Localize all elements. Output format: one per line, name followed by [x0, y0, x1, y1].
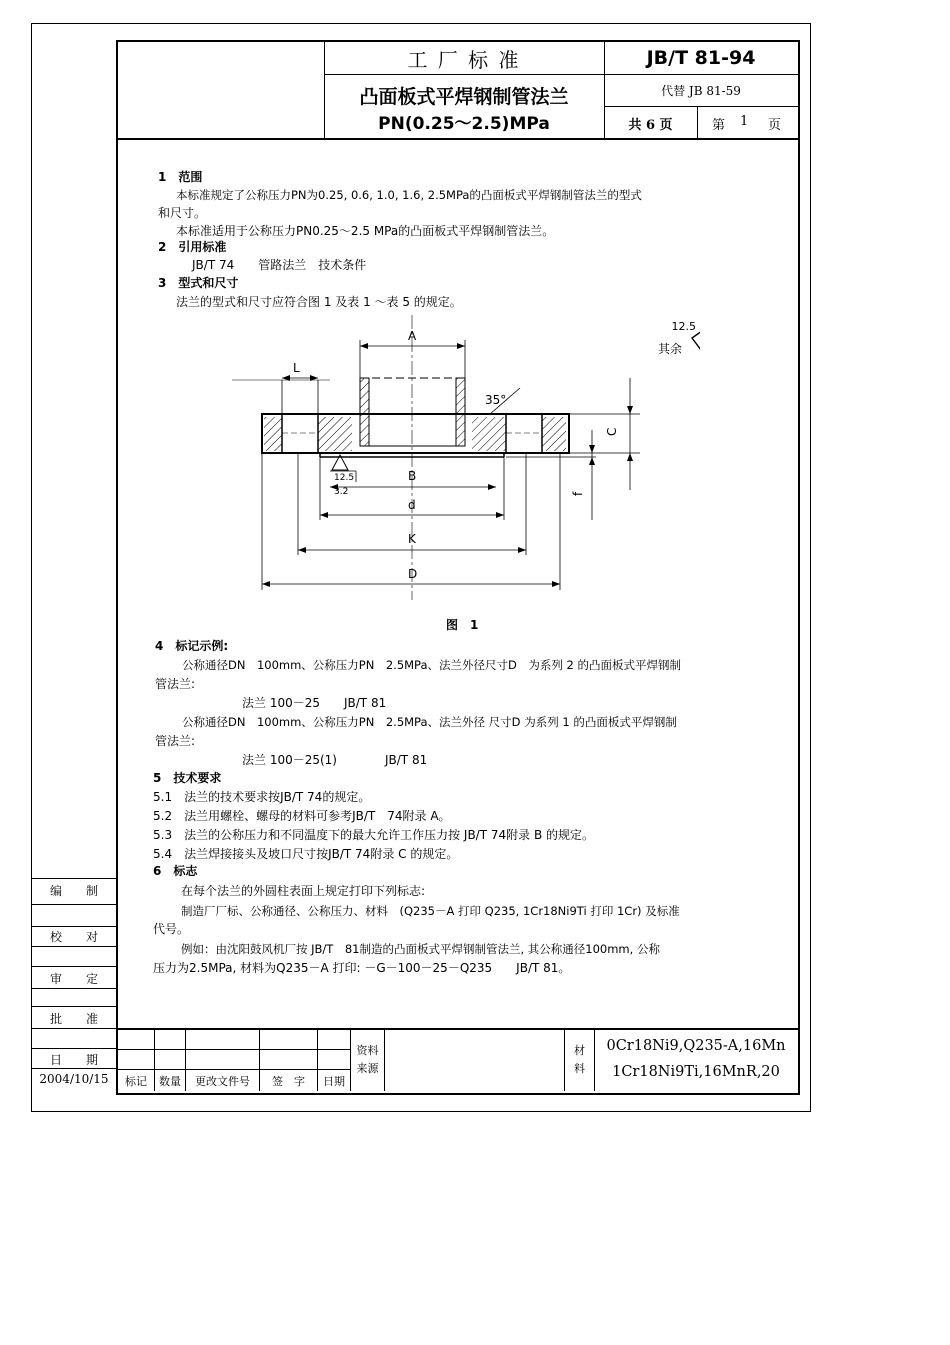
roughness-face-bottom: 3.2 — [334, 487, 349, 497]
section-6-para-3a: 例如：由沈阳鼓风机厂按 JB/T 81制造的凸面板式平焊钢制管法兰, 其公称通径100mm, 公称 — [181, 942, 660, 956]
col-date: 日期 — [323, 1075, 345, 1088]
dim-K-label: K — [408, 532, 416, 546]
section-6-para-3b: 压力为2.5MPa, 材料为Q235－A 打印: －G－100－25－Q235 JB/T 81。 — [153, 961, 571, 975]
section-4-example-1b: 管法兰: — [155, 677, 196, 691]
section-4-mark-1: 法兰 100－25 JB/T 81 — [242, 696, 387, 710]
dimension-arrows — [262, 343, 633, 587]
section-6-title: 6 标志 — [153, 864, 198, 878]
org-title: 工 厂 标 准 — [407, 48, 521, 72]
source-label-1: 资料 — [356, 1044, 379, 1057]
sidebar-date-value: 2004/10/15 — [39, 1072, 109, 1086]
roughness-face-top: 12.5 — [334, 473, 355, 483]
document-title: 凸面板式平焊钢制管法兰 — [359, 86, 569, 108]
dim-C-label: C — [605, 427, 619, 436]
section-2-title: 2 引用标准 — [158, 240, 227, 254]
header-row-line-2 — [604, 106, 798, 107]
section-6-para-2a: 制造厂厂标、公称通径、公称压力、材料 (Q235－A 打印 Q235, 1Cr18Ni9Ti 打印 1Cr) 及标准 — [181, 904, 680, 918]
section-5-4: 5.4 法兰焊接接头及坡口尺寸按JB/T 74附录 C 的规定。 — [153, 847, 459, 861]
dim-A-label: A — [408, 329, 417, 343]
header-row-line-1 — [324, 74, 798, 75]
sidebar-date-label: 日 期 — [49, 1053, 98, 1067]
sidebar-approve: 批 准 — [49, 1012, 98, 1026]
source-label-2: 来源 — [356, 1062, 379, 1075]
page-suffix: 页 — [768, 118, 782, 133]
page-number: 1 — [740, 114, 749, 129]
page-label: 第 — [712, 118, 726, 133]
flange-section — [262, 414, 569, 457]
section-3-para: 法兰的型式和尺寸应符合图 1 及表 1 ～表 5 的规定。 — [176, 295, 462, 309]
sidebar-review: 审 定 — [49, 972, 98, 986]
dim-L-label: L — [293, 361, 300, 375]
dim-B-label: B — [408, 469, 417, 483]
material-label-2: 料 — [574, 1062, 585, 1075]
roughness-rest-value: 12.5 — [671, 320, 696, 333]
pipe-section — [360, 378, 465, 446]
section-5-1: 5.1 法兰的技术要求按JB/T 74的规定。 — [153, 790, 371, 804]
section-5-3: 5.3 法兰的公称压力和不同温度下的最大允许工作压力按 JB/T 74附录 B 的规定。 — [153, 828, 594, 842]
section-6-para-2b: 代号。 — [153, 922, 190, 936]
section-6-para-1: 在每个法兰的外圆柱表面上规定打印下列标志: — [181, 884, 426, 898]
section-2-reference: JB/T 74 管路法兰 技术条件 — [192, 258, 367, 272]
header-page-divider — [697, 106, 698, 138]
section-1-title: 1 范围 — [158, 170, 203, 184]
materials-line-1: 0Cr18Ni9,Q235-A,16Mn — [606, 1038, 786, 1054]
section-5-2: 5.2 法兰用螺栓、螺母的材料可参考JB/T 74附录 A。 — [153, 809, 451, 823]
header-bottom-line — [116, 138, 798, 140]
material-label-1: 材 — [574, 1044, 585, 1057]
section-1-para-1b: 和尺寸。 — [158, 206, 207, 220]
materials-line-2: 1Cr18Ni9Ti,16MnR,20 — [612, 1064, 780, 1080]
col-qty: 数量 — [159, 1075, 181, 1088]
section-4-mark-2: 法兰 100－25(1) JB/T 81 — [242, 753, 428, 767]
total-pages: 共 6 页 — [628, 118, 673, 133]
section-4-title: 4 标记示例: — [155, 639, 229, 653]
section-4-example-1a: 公称通径DN 100mm、公称压力PN 2.5MPa、法兰外径尺寸D 为系列 2 的凸面板式平焊钢制 — [182, 658, 682, 672]
replaces-standard: 代替 JB 81-59 — [661, 84, 741, 98]
section-4-example-2b: 管法兰: — [155, 734, 196, 748]
footer-top-line — [116, 1028, 798, 1030]
col-signature: 签 字 — [272, 1075, 305, 1088]
dim-D-label: D — [408, 567, 418, 581]
col-mark: 标记 — [125, 1075, 147, 1088]
section-5-title: 5 技术要求 — [153, 771, 222, 785]
dim-f-label: f — [571, 491, 585, 496]
roughness-rest-label: 其余 — [658, 342, 683, 356]
section-1-para-1a: 本标准规定了公称压力PN为0.25, 0.6, 1.0, 1.6, 2.5MPa的凸面板式平焊钢制管法兰的型式 — [176, 188, 642, 202]
sidebar-compile: 编 制 — [49, 884, 98, 898]
angle-label: 35° — [485, 393, 507, 407]
col-doc-number: 更改文件号 — [195, 1075, 250, 1088]
flange-drawing — [220, 310, 700, 610]
section-1-para-2: 本标准适用于公称压力PN0.25～2.5 MPa的凸面板式平焊钢制管法兰。 — [176, 224, 555, 238]
sidebar-check: 校 对 — [49, 930, 98, 944]
dim-d-label: d — [408, 498, 416, 512]
pressure-range: PN(0.25～2.5)MPa — [378, 114, 550, 134]
section-4-example-2a: 公称通径DN 100mm、公称压力PN 2.5MPa、法兰外径 尺寸D 为系列 1 的凸面板式平焊钢制 — [182, 715, 677, 729]
figure-caption: 图 1 — [446, 618, 479, 632]
standard-code: JB/T 81-94 — [646, 47, 756, 69]
section-3-title: 3 型式和尺寸 — [158, 276, 239, 290]
